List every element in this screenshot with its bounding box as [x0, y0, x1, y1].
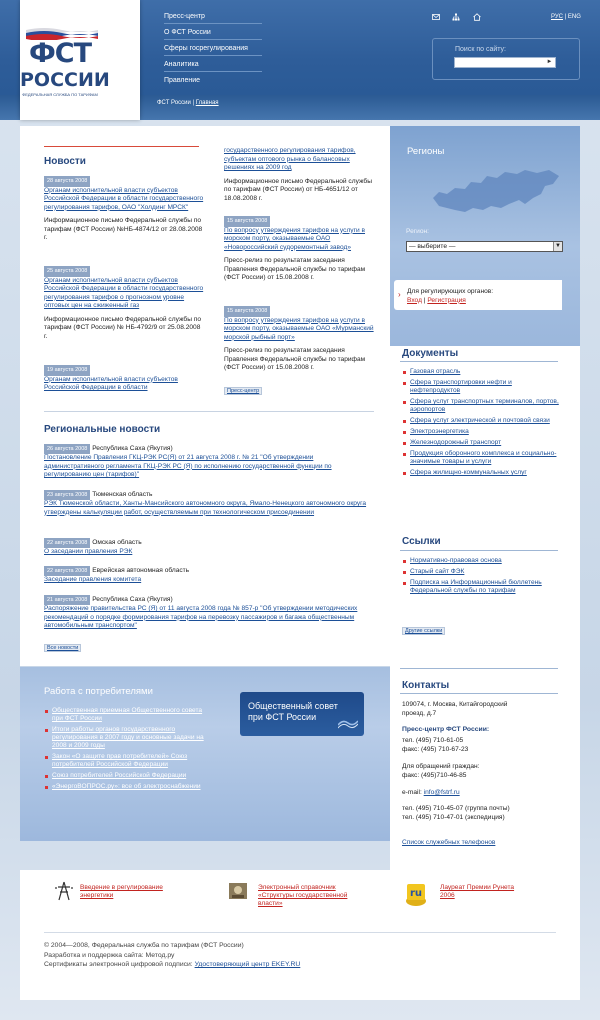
- list-item: [402, 557, 562, 565]
- handbook-icon[interactable]: [228, 881, 248, 901]
- chevron-down-icon[interactable]: ▼: [553, 242, 562, 251]
- list-item: [402, 398, 562, 414]
- list-item: [44, 753, 212, 769]
- breadcrumb-main[interactable]: Главная: [195, 100, 219, 106]
- region-name: Еврейская автономная область: [92, 567, 190, 574]
- news-date: 22 августа 2008: [44, 566, 90, 576]
- lang-separator: |: [564, 14, 567, 20]
- news-date: 25 августа 2008: [44, 266, 90, 277]
- contacts-rule: [400, 693, 558, 694]
- regional-news-item: [44, 444, 374, 479]
- mail-icon[interactable]: [432, 13, 440, 21]
- wave-icon: [338, 717, 358, 729]
- breadcrumb: [157, 100, 219, 106]
- news-link[interactable]: О заседании правления РЭК: [44, 548, 133, 556]
- login-link[interactable]: Вход: [407, 296, 422, 304]
- lang-ru-link[interactable]: РУС: [551, 14, 564, 20]
- list-item: [402, 428, 562, 436]
- appeals-fax: факс: (495)710-46-85: [402, 772, 467, 779]
- list-item: [402, 439, 562, 447]
- link-item[interactable]: Нормативно-правовая основа: [410, 557, 502, 564]
- news-item: [224, 147, 379, 203]
- login-separator: |: [423, 296, 426, 304]
- ekey-link[interactable]: Удостоверяющий центр EKEY.RU: [194, 961, 301, 968]
- news-date: 28 августа 2008: [44, 176, 90, 187]
- news-item: [224, 306, 379, 373]
- regional-news-item: [44, 538, 374, 557]
- press-phone: тел. (495) 710-61-05: [402, 737, 464, 744]
- appeals-title: Для обращений граждан:: [402, 763, 480, 770]
- news-item: [44, 176, 204, 243]
- search-input[interactable]: [454, 57, 556, 68]
- certificates-text: Сертификаты электронной цифровой подписи:: [44, 961, 193, 968]
- region-select[interactable]: [406, 241, 563, 252]
- search-submit-button[interactable]: ►: [546, 59, 553, 65]
- news-text: Пресс-релиз по результатам заседания Правления Федеральной службы по тарифам (ФСТ России) от 15.08.2008 г.: [224, 257, 366, 281]
- document-link[interactable]: Сфера услуг транспортных терминалов, портов, аэропортов: [410, 398, 559, 413]
- consumers-list: [44, 707, 212, 794]
- list-item: [402, 579, 562, 595]
- login-text: [407, 288, 493, 305]
- document-link[interactable]: Железнодорожный транспорт: [410, 439, 502, 446]
- links-list: [402, 557, 562, 598]
- document-link[interactable]: Электроэнергетика: [410, 428, 469, 435]
- documents-list: [402, 368, 562, 480]
- news-link[interactable]: РЭК Тюменской области, Ханты-Мансийского автономного округа, Ямало-Ненецкого автономного округа утверждены калькуляции работ, осуществляемым при технологическом присоединении: [44, 500, 367, 516]
- list-item: [402, 450, 562, 466]
- email-link[interactable]: info@fstrf.ru: [423, 789, 460, 796]
- news-text: Информационное письмо Федеральной службы по тарифам (ФСТ России) №НБ-4874/12 от 28.08.2008 г.: [44, 217, 203, 241]
- runet-award-link[interactable]: Лауреат Премии Рунета 2006: [440, 884, 515, 899]
- public-council-banner[interactable]: [240, 692, 364, 736]
- runet-award-icon[interactable]: [404, 878, 430, 908]
- handbook-link[interactable]: Электронный справочник «Структуры государственной власти»: [258, 884, 348, 907]
- news-text: Информационное письмо Федеральной службы по тарифам (ФСТ России) от НБ-4651/12 от 18.08.2008 г.: [224, 177, 372, 202]
- certificates-row: [44, 960, 300, 970]
- list-item: [402, 368, 562, 376]
- documents-title: Документы: [402, 348, 459, 359]
- press-contacts-title: Пресс-центр ФСТ России:: [402, 726, 490, 733]
- svg-text:ru: ru: [410, 888, 423, 899]
- nav-analytics[interactable]: Аналитика: [164, 61, 262, 72]
- contacts-top-rule: [400, 668, 558, 669]
- news-link[interactable]: Постановление Правления ГКЦ-РЭК РС(Я) от 21 августа 2008 г. № 21 "Об утверждении административного регламента ГКЦ-РЭК РС (Я) по исполнению государственной функции по регулированию цен (тарифов)": [44, 454, 332, 478]
- breadcrumb-home[interactable]: ФСТ России: [157, 100, 191, 106]
- news-item: [224, 216, 379, 283]
- login-caption: Для регулирующих органов:: [407, 288, 494, 295]
- logo-caption: ФЕДЕРАЛЬНАЯ СЛУЖБА ПО ТАРИФАМ: [22, 92, 98, 97]
- list-item: [44, 772, 212, 780]
- nav-about[interactable]: О ФСТ России: [164, 29, 262, 40]
- breadcrumb-separator: |: [192, 100, 195, 106]
- news-date: 15 августа 2008: [224, 306, 270, 317]
- news-text: Пресс-релиз по результатам заседания Правления Федеральной службы по тарифам (ФСТ России) от 15.08.2008 г.: [224, 347, 366, 371]
- arrow-icon: ›: [398, 290, 401, 299]
- consumer-link[interactable]: «ЭнергоВОПРОС.ру»: все об электроснабжении: [52, 783, 201, 790]
- news-item: [44, 365, 204, 393]
- list-item: [402, 379, 562, 395]
- regional-news-item: [44, 595, 374, 630]
- nav-spheres[interactable]: Сферы госрегулирования: [164, 45, 262, 56]
- public-council-text: Общественный совет при ФСТ России: [248, 701, 338, 722]
- nav-board[interactable]: Правление: [164, 77, 201, 84]
- section-divider: [44, 411, 374, 412]
- regional-news-item: [44, 566, 374, 585]
- news-link[interactable]: государственного регулирования тарифов, субъектам оптового рынка о балансовых решениях на 2009 год: [224, 147, 356, 171]
- links-rule: [400, 550, 558, 551]
- document-link[interactable]: Продукция оборонного комплекса и социально-значимые товары и услуги: [410, 450, 557, 465]
- consumers-title: Работа с потребителями: [44, 686, 153, 697]
- email-row: [402, 789, 460, 796]
- register-link[interactable]: Регистрация: [427, 296, 466, 304]
- news-date: 26 августа 2008: [44, 444, 90, 454]
- expedition-phone: тел. (495) 710-47-01 (экспедиция): [402, 814, 505, 821]
- links-title: Ссылки: [402, 536, 441, 547]
- news-link[interactable]: По вопросу утверждения тарифов на услуги в морском порту, оказываемые ОАО «Новороссийский судоремонтный завод»: [224, 226, 366, 251]
- news-title-rule: [44, 146, 199, 147]
- news-date: 23 августа 2008: [44, 490, 90, 500]
- news-link[interactable]: Заседание правления комитета: [44, 576, 142, 584]
- logo-subtitle: РОССИИ: [20, 69, 110, 91]
- list-item: [402, 417, 562, 425]
- list-item: [44, 707, 212, 723]
- list-item: [402, 469, 562, 477]
- link-item[interactable]: Подписка на Информационный бюллетень Федеральной службы по тарифам: [410, 579, 542, 594]
- document-link[interactable]: Газовая отрасль: [410, 368, 461, 375]
- news-date: 21 августа 2008: [44, 595, 90, 605]
- list-item: [402, 568, 562, 576]
- press-fax: факс: (495) 710-67-23: [402, 746, 469, 753]
- consumer-link[interactable]: Союз потребителей Российской Федерации: [52, 772, 187, 779]
- lang-en-link[interactable]: ENG: [567, 14, 581, 20]
- nav-press-center[interactable]: Пресс-центр: [164, 13, 262, 24]
- press-center-button[interactable]: Пресс-центр: [224, 387, 262, 395]
- region-label: Регион:: [406, 228, 430, 235]
- developer-text: Разработка и поддержка сайта: Метод.ру: [44, 951, 175, 959]
- footer: [44, 941, 300, 970]
- russia-map-icon[interactable]: [425, 164, 563, 218]
- home-icon[interactable]: [473, 13, 481, 21]
- regions-title: Регионы: [407, 146, 445, 157]
- energy-regulation-link[interactable]: Введение в регулирование энергетики: [80, 884, 163, 899]
- phones-list-link[interactable]: Список служебных телефонов: [402, 839, 496, 846]
- power-line-icon[interactable]: [54, 881, 74, 901]
- footer-divider: [44, 932, 556, 933]
- region-name: Республика Саха (Якутия): [92, 596, 173, 603]
- email-label: e-mail:: [402, 789, 422, 796]
- list-item: [44, 783, 212, 791]
- news-date: 19 августа 2008: [44, 365, 90, 376]
- news-link[interactable]: Органам исполнительной власти субъектов Российской Федерации в области государственного регулирования тарифов, ОАО "Холдинг МРСК": [44, 186, 204, 211]
- list-item: [44, 726, 212, 750]
- document-link[interactable]: Сфера транспортировки нефти и нефтепродуктов: [410, 379, 512, 394]
- news-link[interactable]: Органам исполнительной власти субъектов Российской Федерации в области государственного регулирования тарифов о прогнозном уровне оптовых цен на сжиженный газ: [44, 276, 204, 309]
- region-name: Республика Саха (Якутия): [92, 445, 173, 452]
- copyright-text: © 2004—2008, Федеральная служба по тарифам (ФСТ России): [44, 942, 244, 949]
- news-title: Новости: [44, 156, 86, 167]
- regional-news-item: [44, 490, 374, 517]
- news-link[interactable]: Распоряжение правительства РС (Я) от 11 августа 2008 года № 857-р "Об утверждении методических рекомендаций о порядке формирования тарифов на перевозку пассажиров и багажа общественным автомобильным транспортом": [44, 605, 358, 629]
- search-label: Поиск по сайту:: [455, 46, 507, 53]
- other-links-button[interactable]: Другие ссылки: [402, 627, 445, 635]
- consumer-link[interactable]: Общественная приемная Общественного совета при ФСТ России: [52, 707, 203, 722]
- all-news-button[interactable]: Все новости: [44, 644, 81, 652]
- regional-news-title: Региональные новости: [44, 424, 161, 435]
- regions-panel: [390, 126, 580, 346]
- region-select-value: — выберите —: [409, 243, 456, 250]
- documents-rule: [400, 361, 558, 362]
- consumer-link[interactable]: Закон «О защите прав потребителей» Союз потребителей Российской Федерации: [52, 753, 188, 768]
- news-link[interactable]: Органам исполнительной власти субъектов Российской Федерации в области: [44, 375, 178, 391]
- news-text: Информационное письмо Федеральной службы по тарифам (ФСТ России) № НБ-4792/9 от 25.08.2008 г.: [44, 315, 202, 340]
- news-link[interactable]: По вопросу утверждения тарифов на услуги в морском порту, оказываемые ОАО «Мурманский морской рыбный порт»: [224, 316, 374, 341]
- news-date: 15 августа 2008: [224, 216, 270, 227]
- region-name: Тюменская область: [92, 491, 153, 498]
- link-item[interactable]: Старый сайт ФЭК: [410, 568, 465, 575]
- sitemap-icon[interactable]: [452, 13, 460, 21]
- region-name: Омская область: [92, 539, 142, 546]
- logo-title: ФСТ: [28, 38, 91, 69]
- consumer-link[interactable]: Итоги работы органов государственного регулирования в 2007 году и основные задачи на 2008 и 2009 годы: [52, 726, 204, 749]
- news-date: 22 августа 2008: [44, 538, 90, 548]
- contacts-title: Контакты: [402, 680, 450, 691]
- news-item: [44, 266, 204, 341]
- document-link[interactable]: Сфера услуг электрической и почтовой связи: [410, 417, 550, 424]
- document-link[interactable]: Сфера жилищно-коммунальных услуг: [410, 469, 527, 476]
- mail-group-phone: тел. (495) 710-45-07 (группа почты): [402, 805, 510, 812]
- contacts-address: 109074, г. Москва, Китайгородский проезд, д.7: [402, 701, 508, 717]
